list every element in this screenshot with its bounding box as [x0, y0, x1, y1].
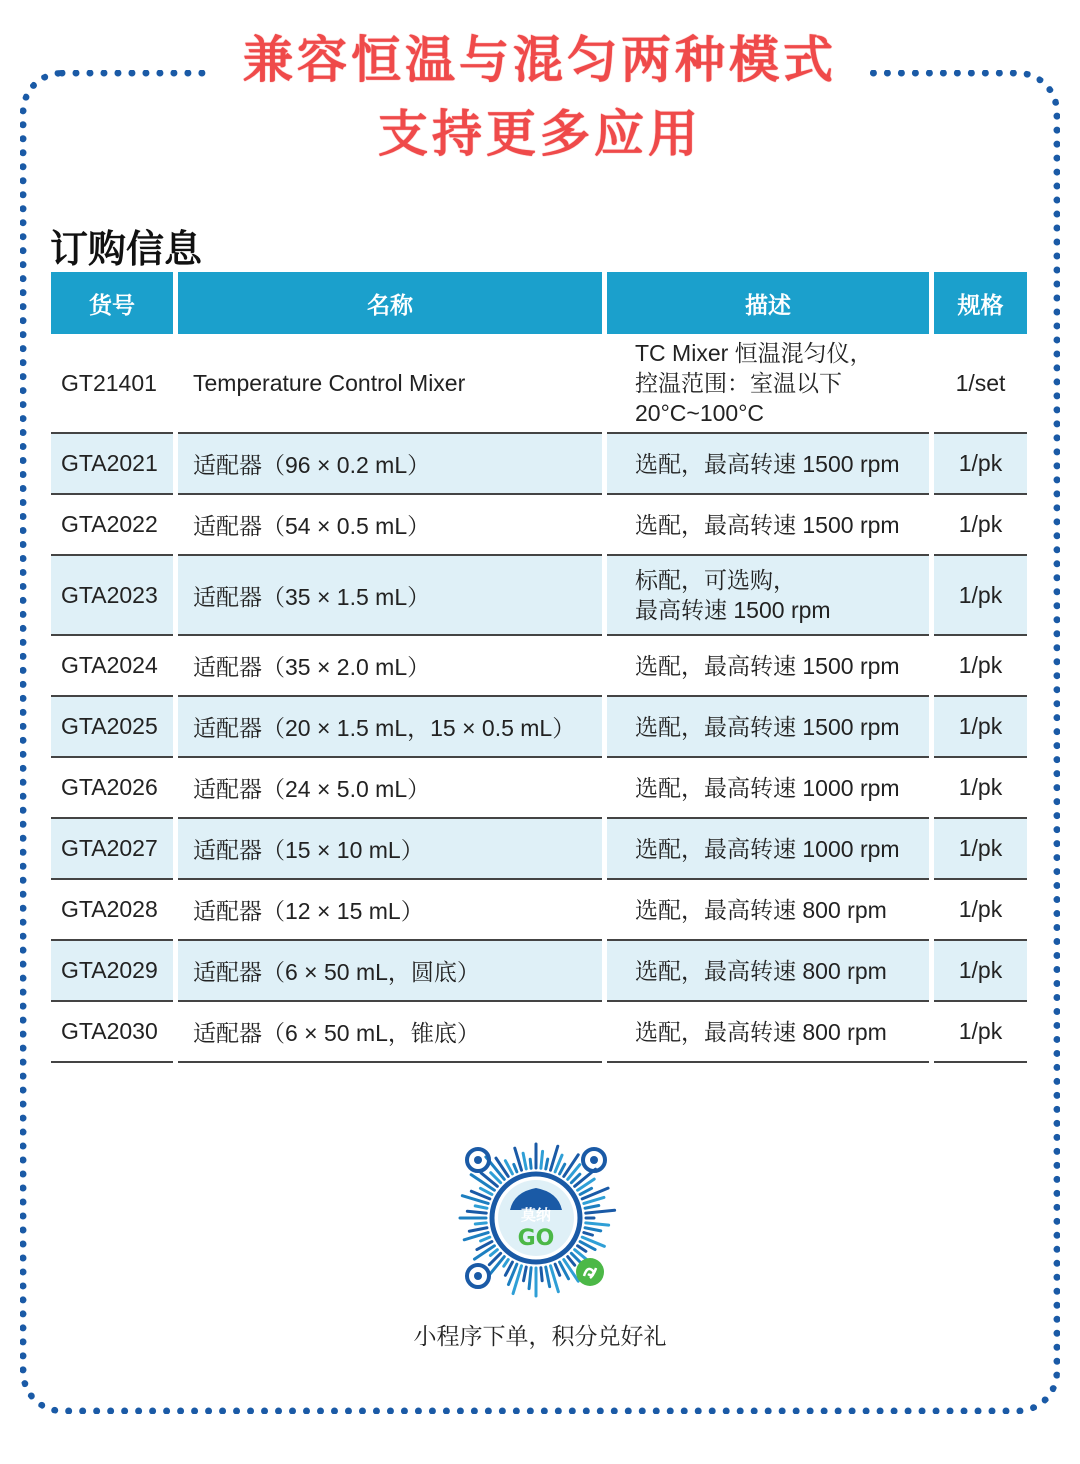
cell-spec: 1/pk: [934, 819, 1027, 880]
table-row: [51, 556, 1027, 636]
section-title: 订购信息: [50, 227, 203, 271]
page-title: [210, 28, 870, 166]
description-line: 选配，最高转速 800 rpm: [635, 957, 887, 984]
table-row: [51, 880, 1027, 941]
cell-item-number: GTA2022: [51, 495, 173, 556]
cell-spec: 1/pk: [934, 556, 1027, 636]
cell-description: [607, 434, 929, 495]
title-line-1: 兼容恒温与混匀两种模式: [243, 31, 837, 89]
cell-item-number: GTA2030: [51, 1002, 173, 1063]
cell-item-number: GTA2028: [51, 880, 173, 941]
cell-item-number: GTA2023: [51, 556, 173, 636]
mini-program-badge-icon: [576, 1258, 604, 1286]
cell-description: [607, 758, 929, 819]
table-row: [51, 819, 1027, 880]
cell-name: 适配器（54 × 0.5 mL）: [178, 495, 602, 556]
mini-program-qr-code: [452, 1134, 620, 1302]
cell-name: Temperature Control Mixer: [178, 334, 602, 434]
cell-spec: 1/pk: [934, 880, 1027, 941]
table-row: [51, 1002, 1027, 1063]
cell-item-number: GTA2021: [51, 434, 173, 495]
cell-name: 适配器（6 × 50 mL，锥底）: [178, 1002, 602, 1063]
description-line: 选配，最高转速 1500 rpm: [635, 450, 900, 477]
table-row: [51, 697, 1027, 758]
column-header-name: 名称: [178, 272, 602, 334]
qr-logo-text-bottom: GO: [517, 1226, 555, 1251]
cell-item-number: GTA2025: [51, 697, 173, 758]
cell-spec: 1/pk: [934, 434, 1027, 495]
description-line: 选配，最高转速 800 rpm: [635, 896, 887, 923]
cell-spec: 1/set: [934, 334, 1027, 434]
table-row: [51, 495, 1027, 556]
column-header-id: 货号: [51, 272, 173, 334]
table-row: [51, 434, 1027, 495]
description-line: 控温范围：室温以下: [635, 370, 842, 396]
cell-spec: 1/pk: [934, 1002, 1027, 1063]
cell-spec: 1/pk: [934, 758, 1027, 819]
cell-item-number: GTA2027: [51, 819, 173, 880]
cell-description: [607, 1002, 929, 1063]
qr-logo-text-top: 莫纳: [520, 1206, 552, 1224]
cell-spec: 1/pk: [934, 495, 1027, 556]
cell-name: 适配器（24 × 5.0 mL）: [178, 758, 602, 819]
cell-description: [607, 880, 929, 941]
table-row: [51, 758, 1027, 819]
cell-spec: 1/pk: [934, 697, 1027, 758]
table-row: [51, 636, 1027, 697]
description-line: TC Mixer 恒温混匀仪，: [635, 340, 873, 366]
cell-name: 适配器（12 × 15 mL）: [178, 880, 602, 941]
qr-caption: 小程序下单，积分兑好礼: [413, 1324, 667, 1350]
cell-item-number: GT21401: [51, 334, 173, 434]
cell-item-number: GTA2029: [51, 941, 173, 1002]
description-line: 标配，可选购，: [635, 567, 796, 593]
description-line: 选配，最高转速 800 rpm: [635, 1018, 887, 1045]
cell-name: 适配器（96 × 0.2 mL）: [178, 434, 602, 495]
table-row: [51, 941, 1027, 1002]
cell-description: [607, 819, 929, 880]
cell-name: 适配器（35 × 1.5 mL）: [178, 556, 602, 636]
table-body: [51, 334, 1027, 1063]
description-line: 选配，最高转速 1000 rpm: [635, 774, 900, 801]
cell-description: [607, 334, 929, 434]
cell-description: [607, 556, 929, 636]
cell-description: [607, 697, 929, 758]
description-line: 最高转速 1500 rpm: [635, 597, 831, 623]
order-table: [46, 272, 1032, 1063]
table-row: [51, 334, 1027, 434]
description-line: 选配，最高转速 1500 rpm: [635, 652, 900, 679]
table-header-row: [51, 272, 1027, 334]
cell-name: 适配器（15 × 10 mL）: [178, 819, 602, 880]
description-line: 20°C~100°C: [635, 400, 765, 426]
cell-description: [607, 495, 929, 556]
cell-spec: 1/pk: [934, 636, 1027, 697]
cell-description: [607, 941, 929, 1002]
cell-name: 适配器（20 × 1.5 mL，15 × 0.5 mL）: [178, 697, 602, 758]
cell-spec: 1/pk: [934, 941, 1027, 1002]
cell-name: 适配器（35 × 2.0 mL）: [178, 636, 602, 697]
description-line: 选配，最高转速 1500 rpm: [635, 713, 900, 740]
cell-name: 适配器（6 × 50 mL，圆底）: [178, 941, 602, 1002]
description-line: 选配，最高转速 1000 rpm: [635, 835, 900, 862]
cell-description: [607, 636, 929, 697]
title-line-2: 支持更多应用: [378, 105, 702, 163]
cell-item-number: GTA2026: [51, 758, 173, 819]
column-header-spec: 规格: [934, 272, 1027, 334]
description-line: 选配，最高转速 1500 rpm: [635, 511, 900, 538]
cell-item-number: GTA2024: [51, 636, 173, 697]
column-header-desc: 描述: [607, 272, 929, 334]
